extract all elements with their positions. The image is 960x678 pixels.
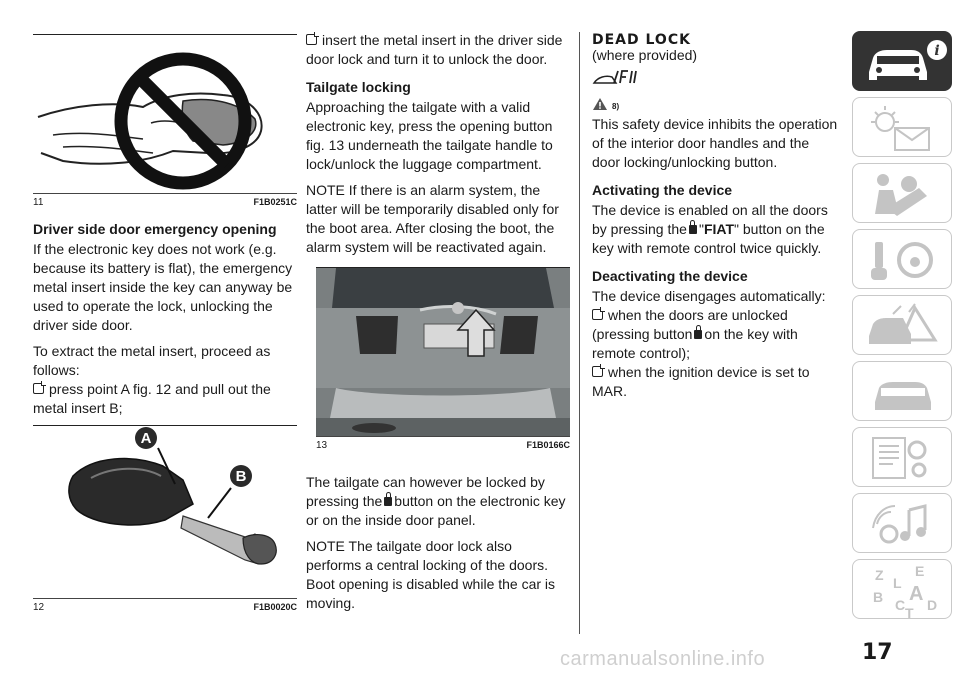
svg-text:E: E xyxy=(915,563,925,579)
document-gears-icon xyxy=(853,428,953,488)
lock-icon xyxy=(384,497,392,506)
paragraph: To extract the metal insert, proceed as follows: xyxy=(33,343,271,378)
left-column xyxy=(33,0,297,613)
paragraph: If the electronic key does not work (e.g. because its battery is flat), the emergency metal insert inside the key can anyway be used to operate the lock, unlocking the driver side door. xyxy=(33,241,293,333)
figure-13-image xyxy=(316,268,570,436)
chapter-tab-safety[interactable] xyxy=(852,163,952,223)
svg-text:L: L xyxy=(893,575,902,591)
brand-name: FIAT xyxy=(703,221,735,237)
emergency-car-icon xyxy=(853,296,953,356)
trim-level-icon xyxy=(592,67,642,89)
alphabet-index-icon xyxy=(853,560,953,620)
car-maintenance-icon xyxy=(853,362,953,422)
multimedia-icon xyxy=(853,494,953,554)
chapter-tab-maintenance[interactable] xyxy=(852,361,952,421)
chapter-tab-index[interactable] xyxy=(852,559,952,619)
paragraph: The device disengages automatically: xyxy=(592,288,826,304)
bullet-icon xyxy=(33,383,44,394)
section-heading-emergency-opening: Driver side door emergency opening xyxy=(33,221,277,237)
section-heading-activating: Activating the device xyxy=(592,182,733,198)
figure-13-number: 13 xyxy=(316,440,328,451)
bullet-icon xyxy=(592,309,603,320)
svg-text:i: i xyxy=(934,43,940,59)
paragraph: The tailgate can however be locked by pressing the button on the electronic key or on the inside door panel. xyxy=(306,474,566,528)
svg-text:D: D xyxy=(927,597,938,613)
bullet-item: when the doors are unlocked (pressing button on the key with remote control); xyxy=(592,307,798,361)
svg-text:A: A xyxy=(909,583,924,605)
label-a: A xyxy=(140,430,152,447)
bullet-icon xyxy=(306,34,317,45)
warning-triangle-icon xyxy=(592,97,608,111)
paragraph: NOTE If there is an alarm system, the latter will be temporarily disabled only for the boot area. After closing the boot, the alarm system will be reactivated again. xyxy=(306,182,559,255)
svg-text:C: C xyxy=(895,597,906,613)
bullet-icon xyxy=(592,366,603,377)
chapter-sidebar xyxy=(852,31,956,625)
paragraph: The device is enabled on all the doors by pressing the "FIAT" button on the key with remote control twice quickly. xyxy=(592,202,828,256)
airbag-seatbelt-icon xyxy=(853,164,953,224)
figure-11-caption xyxy=(33,194,297,208)
chapter-tab-getting-to-know-car[interactable] xyxy=(852,31,952,91)
figure-11-image xyxy=(33,35,297,193)
paragraph: NOTE The tailgate door lock also performs a central locking of the doors. Boot opening is disabled while the car is moving. xyxy=(306,538,556,611)
chapter-tab-multimedia[interactable] xyxy=(852,493,952,553)
chapter-tab-dashboard[interactable] xyxy=(852,97,952,157)
bullet-item: insert the metal insert in the driver side door lock and turn it to unlock the door. xyxy=(306,32,563,67)
label-b: B xyxy=(235,468,247,485)
page-number: 17 xyxy=(862,640,893,665)
figure-11-code: F1B0251C xyxy=(253,197,297,207)
watermark: carmanualsonline.info xyxy=(560,648,766,670)
section-subtitle: (where provided) xyxy=(592,47,698,63)
warning-lights-icon xyxy=(853,98,953,158)
figure-13-caption xyxy=(316,437,570,451)
figure-13-code: F1B0166C xyxy=(526,440,570,450)
figure-11-number: 11 xyxy=(33,197,44,208)
column-divider xyxy=(579,32,580,634)
section-heading-deactivating: Deactivating the device xyxy=(592,268,748,284)
warning-reference: 8) xyxy=(592,93,840,111)
chapter-tab-starting-driving[interactable] xyxy=(852,229,952,289)
bullet-item: press point A fig. 12 and pull out the metal insert B; xyxy=(33,381,271,416)
chapter-tab-emergency[interactable] xyxy=(852,295,952,355)
figure-12-image xyxy=(33,426,297,598)
svg-text:Z: Z xyxy=(875,567,884,583)
figure-12-caption xyxy=(33,599,297,613)
section-heading-tailgate-locking: Tailgate locking xyxy=(306,79,411,95)
section-title-dead-lock: DEAD LOCK xyxy=(592,32,691,48)
right-column xyxy=(592,0,840,408)
svg-text:B: B xyxy=(873,589,884,605)
key-steering-wheel-icon xyxy=(853,230,953,290)
figure-12-number: 12 xyxy=(33,602,45,613)
middle-column xyxy=(306,0,570,620)
paragraph: This safety device inhibits the operation of the interior door handles and the door locking/unlocking button. xyxy=(592,116,838,170)
svg-text:T: T xyxy=(905,605,914,620)
car-info-icon xyxy=(853,32,953,92)
paragraph: Approaching the tailgate with a valid electronic key, press the opening button fig. 13 underneath the tailgate handle to lock/unlock the luggage compartment. xyxy=(306,99,553,172)
unlock-icon xyxy=(694,330,702,339)
figure-12-code: F1B0020C xyxy=(253,602,297,612)
chapter-tab-technical-data[interactable] xyxy=(852,427,952,487)
bullet-item: when the ignition device is set to MAR. xyxy=(592,364,810,399)
lock-icon xyxy=(689,225,697,234)
